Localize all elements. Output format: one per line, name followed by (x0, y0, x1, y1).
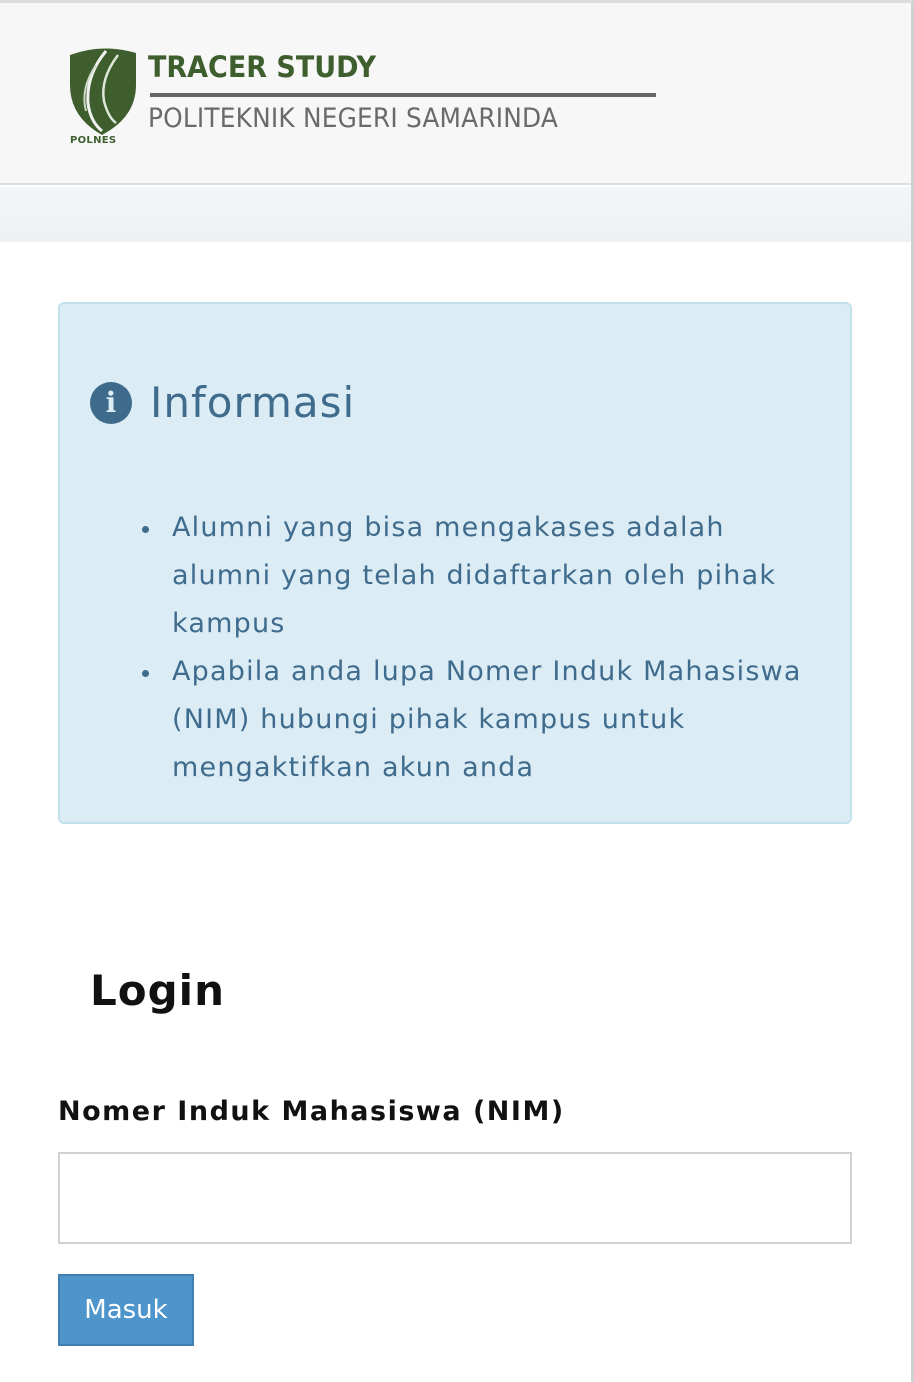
nim-label: Nomer Induk Mahasiswa (NIM) (58, 1096, 565, 1127)
login-title: Login (90, 966, 225, 1015)
info-alert (58, 302, 852, 824)
sub-navbar (0, 187, 911, 242)
brand-title: TRACER STUDY (148, 50, 377, 84)
alert-heading (90, 378, 355, 427)
nim-input[interactable] (58, 1152, 852, 1244)
polnes-shield-icon (66, 45, 138, 135)
alert-list-item (142, 504, 832, 648)
alert-item-text: Alumni yang bisa mengakases adalah alumni yang telah didaftarkan oleh pihak kampus (172, 512, 777, 639)
bullet-icon (142, 670, 149, 677)
logo-mark-text: POLNES (70, 135, 117, 146)
site-header (0, 3, 911, 185)
alert-item-text: Apabila anda lupa Nomer Induk Mahasiswa (NIM) hubungi pihak kampus untuk mengaktifkan akun anda (172, 656, 802, 783)
site-logo[interactable] (66, 45, 666, 151)
brand-subtitle: POLITEKNIK NEGERI SAMARINDA (148, 103, 559, 134)
login-submit-button[interactable]: Masuk (58, 1274, 194, 1346)
alert-list (142, 504, 832, 792)
alert-list-item (142, 648, 832, 792)
bullet-icon (142, 526, 149, 533)
info-circle-icon: i (90, 382, 132, 424)
brand-divider (150, 93, 656, 97)
alert-title: Informasi (150, 378, 356, 427)
